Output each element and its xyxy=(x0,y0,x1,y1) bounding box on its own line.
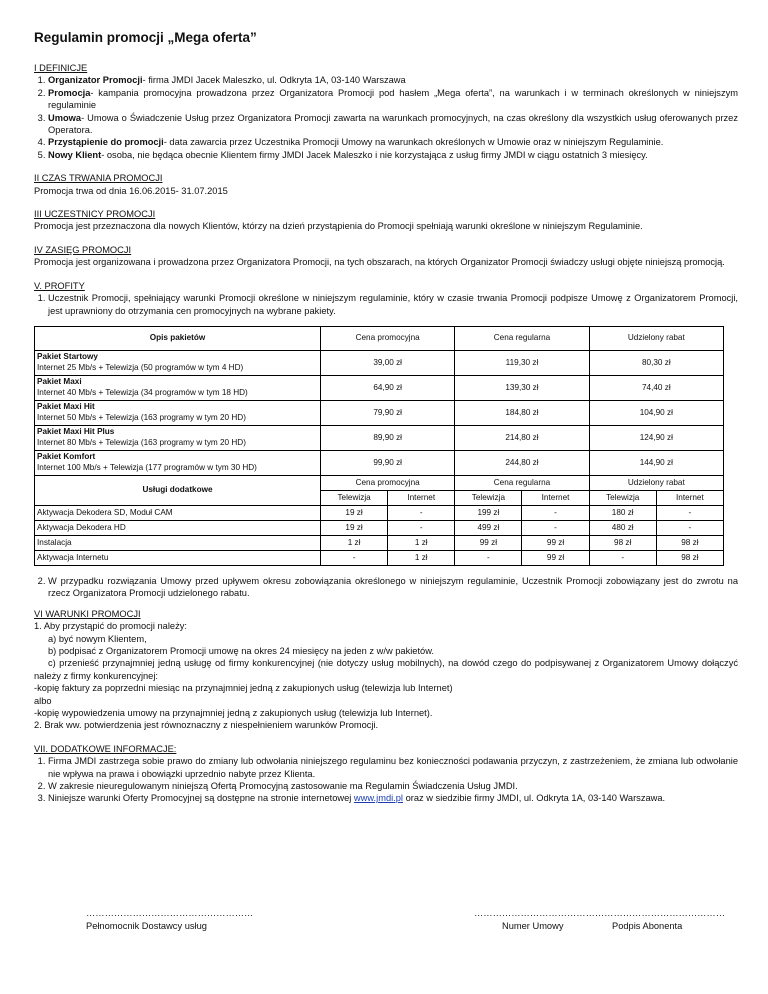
condition-line: c) przenieść przynajmniej jedną usługę od firmy konkurencyjnej (nie dotyczy usług mobilnych), na dowód czego do podpisywanej z Organizatorem Umowy dołączyć należy z firmy konkurencyjnej: xyxy=(34,658,738,681)
table-header: Cena promocyjna xyxy=(321,475,455,490)
definition: - data zawarcia przez Uczestnika Promocji Umowy na warunkach określonych w Umowie oraz w niniejszym Regulaminie. xyxy=(163,137,664,148)
signature-line: ……………………………………………… xyxy=(86,908,254,918)
condition-line: a) być nowym Klientem, xyxy=(48,633,147,644)
price-table xyxy=(34,326,724,566)
cell: 98 zł xyxy=(656,550,723,565)
discount: 144,90 zł xyxy=(589,450,723,475)
subscriber-signature-label: Podpis Abonenta xyxy=(612,921,683,931)
signature-line: ……………………………………………………………………… xyxy=(474,908,726,918)
discount: 104,90 zł xyxy=(589,400,723,425)
info-text: oraz w siedzibie firmy JMDI, ul. Odkryta 1A, 03-140 Warszawa. xyxy=(403,793,666,804)
list-item: 2. W przypadku rozwiązania Umowy przed upływem okresu zobowiązania określonego w niniejszym regulaminie, Uczestnik Promocji zobowiązany jest do zwrotu na rzecz Organizatora Promocji udzielonego rabatu. xyxy=(48,575,738,600)
cell: 99 zł xyxy=(522,550,589,565)
extra-name: Instalacja xyxy=(35,535,321,550)
term: Przystąpienie do promocji xyxy=(48,137,164,148)
regular-price: 184,80 zł xyxy=(455,400,589,425)
package-name: Pakiet Maxi xyxy=(37,377,82,387)
section-heading: VI WARUNKI PROMOCJI xyxy=(34,608,141,619)
sub-header: Telewizja xyxy=(455,490,522,505)
sub-header: Internet xyxy=(656,490,723,505)
section-heading: VII. DODATKOWE INFORMACJE: xyxy=(34,743,177,754)
package-desc: Internet 80 Mb/s + Telewizja (163 programy w tym 20 HD) xyxy=(37,437,246,447)
document-page xyxy=(34,30,738,816)
cell: 98 zł xyxy=(589,535,656,550)
sub-header: Internet xyxy=(388,490,455,505)
package-desc: Internet 40 Mb/s + Telewizja (34 programów w tym 18 HD) xyxy=(37,387,248,397)
definitions-list xyxy=(34,74,738,161)
section-scope xyxy=(34,244,738,269)
promo-price: 89,90 zł xyxy=(321,425,455,450)
cell: - xyxy=(321,550,388,565)
term: Nowy Klient xyxy=(48,149,102,160)
table-row xyxy=(35,520,724,535)
table-row xyxy=(35,450,724,475)
discount: 74,40 zł xyxy=(589,375,723,400)
package-cell xyxy=(35,450,321,475)
cell: 99 zł xyxy=(522,535,589,550)
info-text: Niniejsze warunki Oferty Promocyjnej są dostępne na stronie internetowej xyxy=(48,793,354,804)
table-row xyxy=(35,535,724,550)
cell: 1 zł xyxy=(388,535,455,550)
list-item xyxy=(48,112,738,137)
cell: 99 zł xyxy=(455,535,522,550)
extra-name: Aktywacja Dekodera SD, Moduł CAM xyxy=(35,505,321,520)
cell: - xyxy=(589,550,656,565)
table-row xyxy=(35,505,724,520)
section-heading: V. PROFITY xyxy=(34,280,85,291)
table-row xyxy=(35,550,724,565)
section-heading: III UCZESTNICY PROMOCJI xyxy=(34,209,156,220)
cell: 199 zł xyxy=(455,505,522,520)
cell: 98 zł xyxy=(656,535,723,550)
package-name: Pakiet Komfort xyxy=(37,452,96,462)
list-item xyxy=(48,136,738,148)
regular-price: 139,30 zł xyxy=(455,375,589,400)
list-item xyxy=(48,792,738,804)
cell: - xyxy=(656,505,723,520)
package-cell xyxy=(35,350,321,375)
package-desc: Internet 25 Mb/s + Telewizja (50 programów w tym 4 HD) xyxy=(37,362,244,372)
cell: 499 zł xyxy=(455,520,522,535)
sub-header: Internet xyxy=(522,490,589,505)
table-header: Cena regularna xyxy=(455,475,589,490)
term: Umowa xyxy=(48,112,82,123)
table-header: Udzielony rabat xyxy=(589,475,723,490)
condition-line: -kopię faktury za poprzedni miesiąc na przynajmniej jedną z zakupionych usług (telewizja lub Internet) xyxy=(34,683,453,694)
extra-name: Aktywacja Dekodera HD xyxy=(35,520,321,535)
table-header: Cena promocyjna xyxy=(321,326,455,350)
cell: - xyxy=(656,520,723,535)
table-row xyxy=(35,375,724,400)
extras-label: Usługi dodatkowe xyxy=(35,475,321,505)
cell: - xyxy=(388,505,455,520)
list-item: 1. Firma JMDI zastrzega sobie prawo do zmiany lub odwołania niniejszego regulaminu bez konieczności podawania przyczyn, z zastrzeżeniem, że zmiana lub odwołanie nie wpływa na prawa i obowiązki uprzednio nabyte przez Klienta. xyxy=(48,755,738,780)
section-heading: II CZAS TRWANIA PROMOCJI xyxy=(34,173,163,184)
section-participants xyxy=(34,208,738,233)
definition: - firma JMDI Jacek Maleszko, ul. Odkryta 1A, 03-140 Warszawa xyxy=(142,75,406,86)
promo-price: 79,90 zł xyxy=(321,400,455,425)
page-title: Regulamin promocji „Mega oferta” xyxy=(34,30,257,45)
table-row xyxy=(35,475,724,490)
cell: 1 zł xyxy=(321,535,388,550)
definition: - osoba, nie będąca obecnie Klientem firmy JMDI Jacek Maleszko i nie korzystająca z usług firmy JMDI w ciągu ostatnich 3 miesięcy. xyxy=(101,149,648,160)
list-item: 2. W zakresie nieuregulowanym niniejszą Ofertą Promocyjną zastosowanie ma Regulamin Świadczenia Usług JMDI. xyxy=(48,780,738,792)
condition-line: -kopię wypowiedzenia umowy na przynajmniej jedną z zakupionych usług (telewizja lub Internet). xyxy=(34,707,433,718)
signature-right xyxy=(474,907,725,933)
extra-name: Aktywacja Internetu xyxy=(35,550,321,565)
section-text: Promocja jest organizowana i prowadzona przez Organizatora Promocji, na tych obszarach, na których Organizator Promocji świadczy usługi objęte niniejszą promocją. xyxy=(34,257,725,268)
cell: - xyxy=(455,550,522,565)
section-duration xyxy=(34,172,738,197)
cell: - xyxy=(522,505,589,520)
cell: 480 zł xyxy=(589,520,656,535)
signature-left xyxy=(86,907,253,933)
table-header: Udzielony rabat xyxy=(589,326,723,350)
sub-header: Telewizja xyxy=(589,490,656,505)
table-row xyxy=(35,400,724,425)
contract-number-label: Numer Umowy xyxy=(502,921,564,931)
term: Organizator Promocji xyxy=(48,75,143,86)
package-name: Pakiet Maxi Hit xyxy=(37,402,95,412)
package-desc: Internet 100 Mb/s + Telewizja (177 programów w tym 30 HD) xyxy=(37,462,257,472)
package-name: Pakiet Maxi Hit Plus xyxy=(37,427,115,437)
condition-line: albo xyxy=(34,695,52,706)
signature-label: Pełnomocnik Dostawcy usług xyxy=(86,921,207,931)
table-header: Opis pakietów xyxy=(35,326,321,350)
term: Promocja xyxy=(48,87,91,98)
table-row xyxy=(35,350,724,375)
section-additional-info xyxy=(34,743,738,805)
cell: - xyxy=(522,520,589,535)
promo-price: 64,90 zł xyxy=(321,375,455,400)
table-header: Cena regularna xyxy=(455,326,589,350)
sub-header: Telewizja xyxy=(321,490,388,505)
section-definitions xyxy=(34,62,738,161)
regular-price: 214,80 zł xyxy=(455,425,589,450)
cell: 19 zł xyxy=(321,505,388,520)
condition-line: b) podpisać z Organizatorem Promocji umowę na okres 24 miesięcy na jeden z w/w pakietów. xyxy=(48,645,434,656)
regular-price: 244,80 zł xyxy=(455,450,589,475)
cell: 180 zł xyxy=(589,505,656,520)
section-heading: IV ZASIĘG PROMOCJI xyxy=(34,244,132,255)
list-item xyxy=(48,149,738,161)
list-item: 1. Uczestnik Promocji, spełniający warunki Promocji określone w niniejszym regulaminie, który w czasie trwania Promocji podpisze Umowę z Organizatorem Promocji, jest uprawniony do otrzymania cen promocyjnych na wybrane pakiety. xyxy=(48,292,738,317)
benefits-list xyxy=(34,292,738,317)
definition: - kampania promocyjna prowadzona przez Organizatora Promocji pod hasłem „Mega oferta”, na warunkach i w terminach określonych w niniejszym regulaminie xyxy=(48,87,738,111)
list-item xyxy=(48,87,738,112)
condition-line: 2. Brak ww. potwierdzenia jest równoznaczny z niespełnieniem warunków Promocji. xyxy=(34,720,379,731)
promo-price: 39,00 zł xyxy=(321,350,455,375)
package-name: Pakiet Startowy xyxy=(37,352,98,362)
regular-price: 119,30 zł xyxy=(455,350,589,375)
package-cell xyxy=(35,425,321,450)
cell: 19 zł xyxy=(321,520,388,535)
benefits-list-2 xyxy=(34,575,738,600)
package-cell xyxy=(35,375,321,400)
section-conditions xyxy=(34,608,738,732)
definition: - Umowa o Świadczenie Usług przez Organizatora Promocji zawarta na warunkach promocyjnych, na czas określony dla wszystkich usług oferowanych przez Operatora. xyxy=(48,112,738,136)
section-text: Promocja jest przeznaczona dla nowych Klientów, którzy na dzień przystąpienia do Promocji spełniają warunki określone w niniejszym Regulaminie. xyxy=(34,221,643,232)
section-text: Promocja trwa od dnia 16.06.2015- 31.07.2015 xyxy=(34,185,228,196)
discount: 80,30 zł xyxy=(589,350,723,375)
section-benefits xyxy=(34,280,738,600)
list-item xyxy=(48,74,738,86)
section-heading: I DEFINICJE xyxy=(34,63,88,73)
signature-labels xyxy=(474,920,725,933)
discount: 124,90 zł xyxy=(589,425,723,450)
package-cell xyxy=(35,400,321,425)
table-row xyxy=(35,425,724,450)
website-link[interactable]: www.jmdi.pl xyxy=(353,793,403,804)
info-list xyxy=(34,755,738,805)
cell: 1 zł xyxy=(388,550,455,565)
package-desc: Internet 50 Mb/s + Telewizja (163 programy w tym 20 HD) xyxy=(37,412,246,422)
condition-line: 1. Aby przystąpić do promocji należy: xyxy=(34,621,187,632)
cell: - xyxy=(388,520,455,535)
promo-price: 99,90 zł xyxy=(321,450,455,475)
